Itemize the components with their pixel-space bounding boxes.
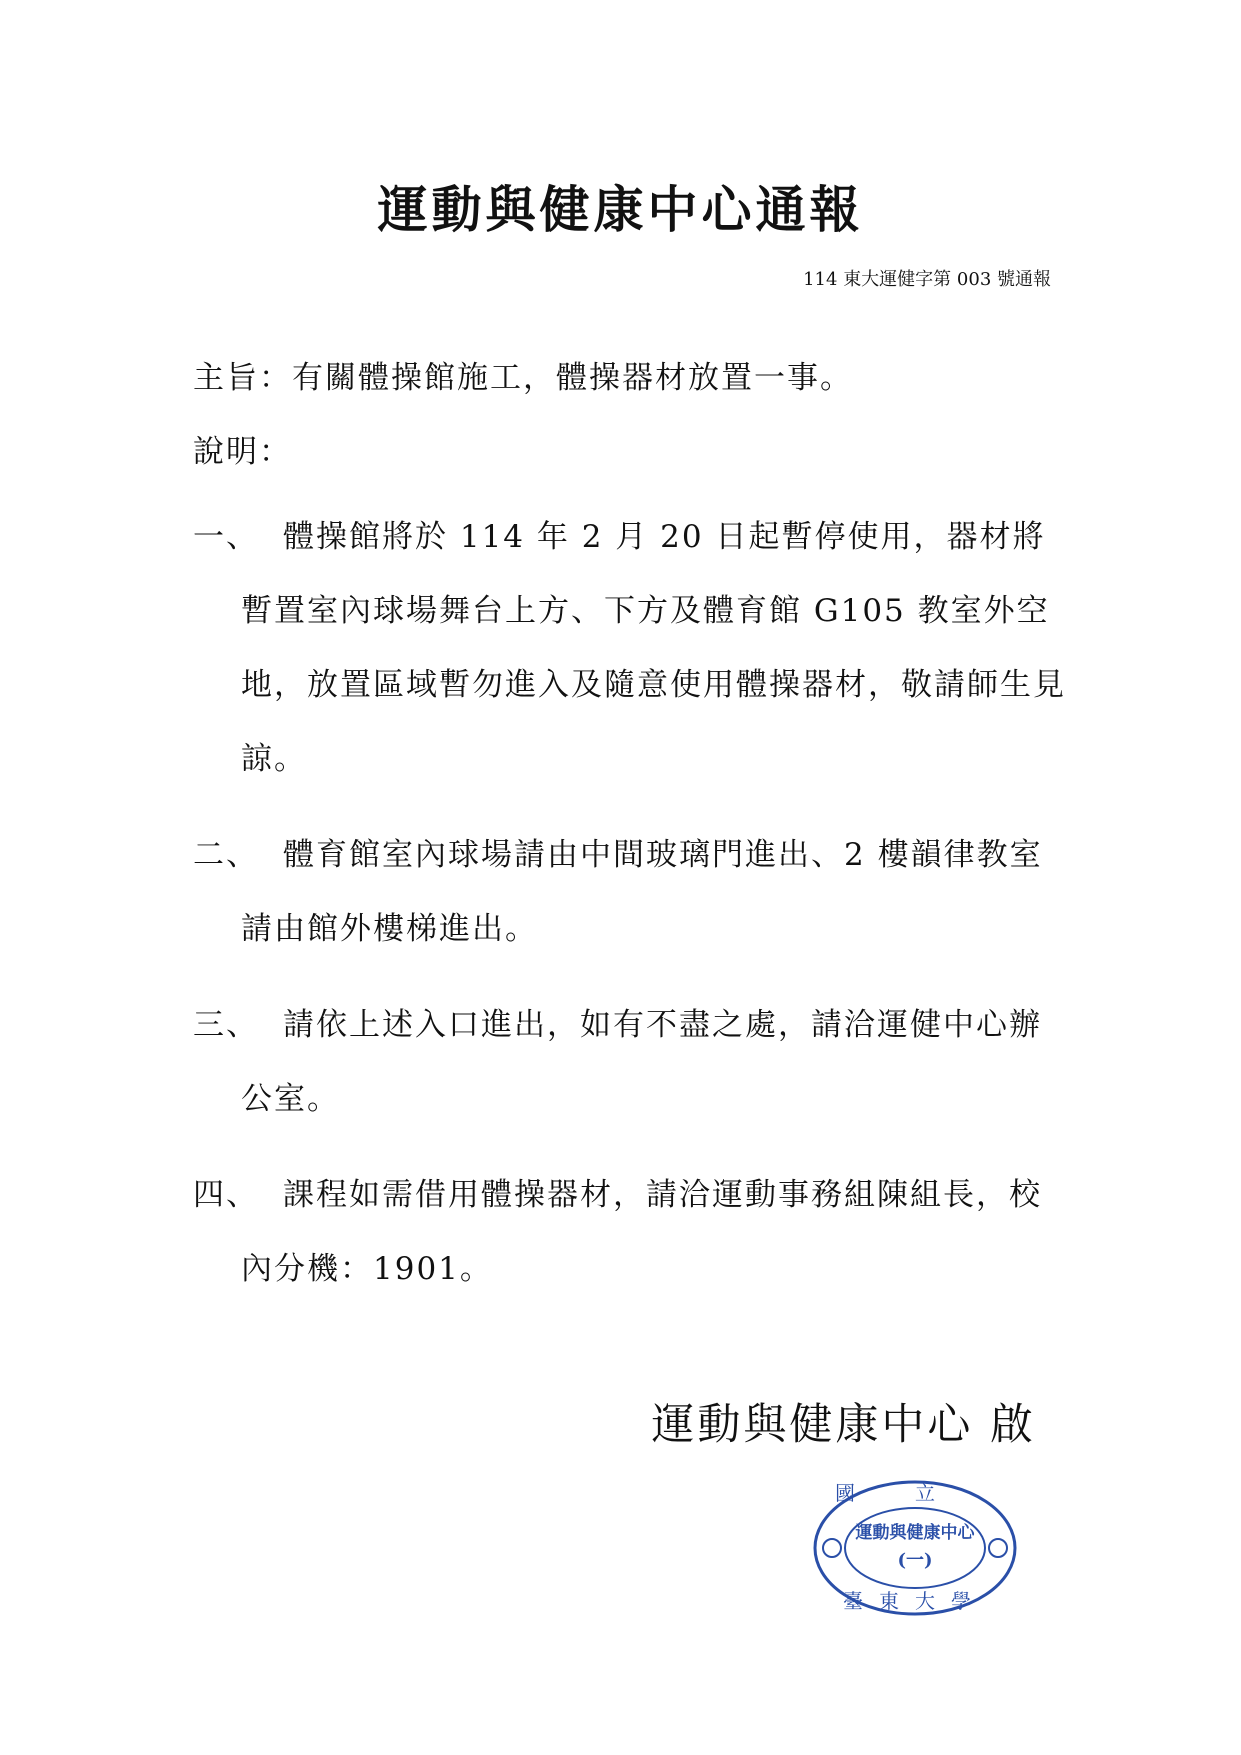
document-title: 運動與健康中心通報 [377, 180, 864, 239]
seal-top-text: 國立 [835, 1481, 995, 1505]
list-item [193, 1158, 1073, 1306]
list-item [193, 818, 1073, 966]
item-text: 體操館將於 114 年 2 月 20 日起暫停使用，器材將暫置室內球場舞台上方、下方及體育館 G105 教室外空地，放置區域暫勿進入及隨意使用體操器材，敬請師生見諒。 [241, 519, 1066, 777]
explanation-label: 說明： [193, 434, 292, 470]
signature: 運動與健康中心 啟 [651, 1400, 1036, 1450]
seal-bottom-text: 臺東大學 [843, 1589, 987, 1613]
subject-line: 主旨：有關體操館施工，體操器材放置一事。 [193, 360, 853, 396]
item-number: 四、 [193, 1177, 259, 1213]
item-number: 三、 [193, 1007, 259, 1043]
list-item [193, 500, 1073, 796]
seal-number-text: (一) [897, 1550, 933, 1571]
item-text: 請依上述入口進出，如有不盡之處，請洽運健中心辦公室。 [241, 1007, 1042, 1117]
item-number: 二、 [193, 837, 259, 873]
explanation-list [193, 500, 1073, 1328]
list-item [193, 988, 1073, 1136]
item-text: 課程如需借用體操器材，請洽運動事務組陳組長，校內分機：1901。 [241, 1177, 1042, 1287]
item-number: 一、 [193, 519, 259, 555]
official-seal-stamp [810, 1478, 1020, 1618]
item-text: 體育館室內球場請由中間玻璃門進出、2 樓韻律教室請由館外樓梯進出。 [241, 837, 1043, 947]
document-number: 114 東大運健字第 003 號通報 [803, 269, 1051, 290]
seal-center-text: 運動與健康中心 [855, 1523, 975, 1543]
